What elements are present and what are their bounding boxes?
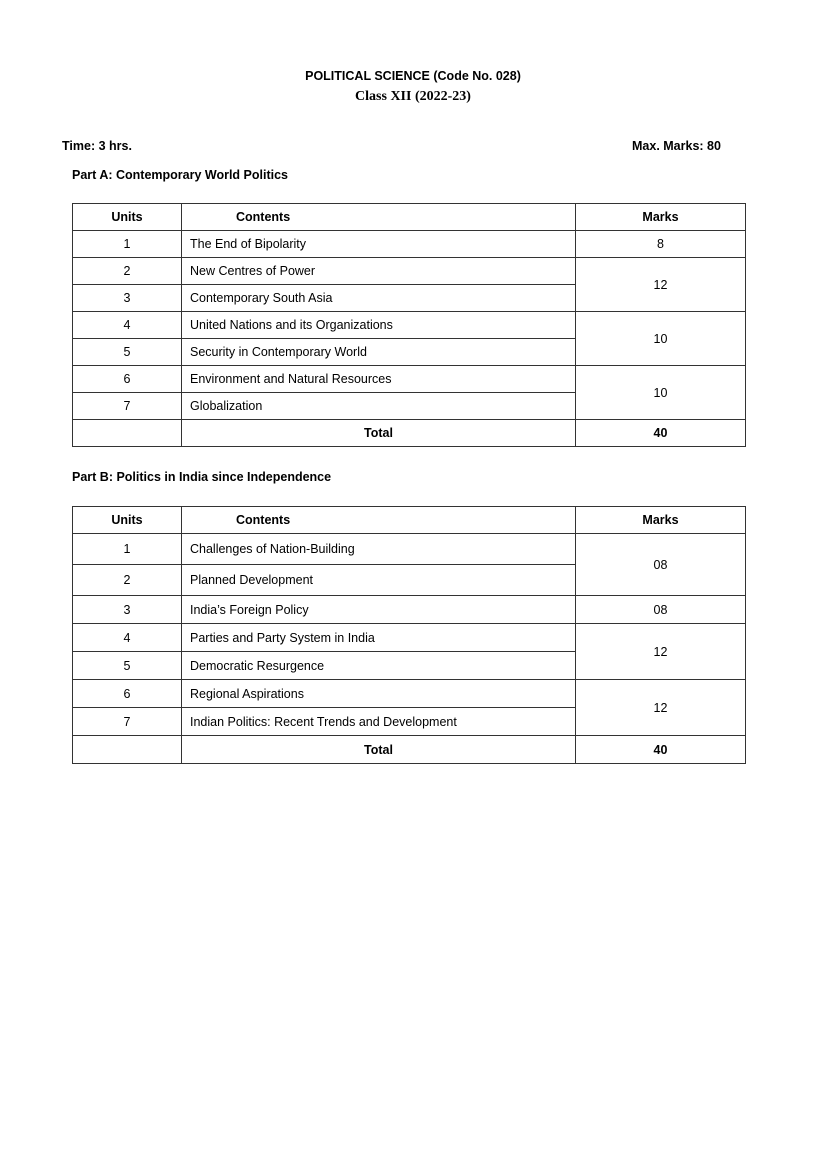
total-row (73, 420, 746, 447)
column-header-units: Units (73, 204, 182, 231)
empty-cell (73, 420, 182, 447)
part-b-heading: Part B: Politics in India since Independence (72, 470, 332, 484)
unit-marks: 08 (576, 596, 746, 624)
unit-content: Indian Politics: Recent Trends and Development (182, 708, 576, 736)
document-subtitle: Class XII (2022-23) (355, 89, 471, 104)
unit-marks: 08 (576, 534, 746, 596)
unit-content: Challenges of Nation-Building (182, 534, 576, 565)
unit-content: Regional Aspirations (182, 680, 576, 708)
table-row (73, 596, 746, 624)
unit-content: Parties and Party System in India (182, 624, 576, 652)
unit-number: 6 (73, 366, 182, 393)
max-marks: Max. Marks: 80 (632, 139, 721, 153)
unit-content: The End of Bipolarity (182, 231, 576, 258)
unit-number: 7 (73, 708, 182, 736)
unit-marks: 12 (576, 258, 746, 312)
unit-content: India’s Foreign Policy (182, 596, 576, 624)
unit-marks: 8 (576, 231, 746, 258)
column-header-contents: Contents (182, 204, 576, 231)
unit-marks: 10 (576, 312, 746, 366)
unit-marks: 10 (576, 366, 746, 420)
table-row (73, 366, 746, 393)
table-row (73, 624, 746, 652)
unit-number: 3 (73, 285, 182, 312)
table-header-row (73, 204, 746, 231)
unit-content: New Centres of Power (182, 258, 576, 285)
total-row (73, 736, 746, 764)
unit-marks: 12 (576, 680, 746, 736)
document-title: POLITICAL SCIENCE (Code No. 028) (305, 69, 521, 83)
total-label: Total (182, 736, 576, 764)
unit-number: 6 (73, 680, 182, 708)
total-marks: 40 (576, 736, 746, 764)
unit-number: 7 (73, 393, 182, 420)
unit-number: 2 (73, 258, 182, 285)
unit-number: 4 (73, 312, 182, 339)
part-a-table (72, 203, 746, 447)
column-header-contents: Contents (182, 507, 576, 534)
unit-number: 5 (73, 652, 182, 680)
total-label: Total (182, 420, 576, 447)
column-header-units: Units (73, 507, 182, 534)
column-header-marks: Marks (576, 204, 746, 231)
table-header-row (73, 507, 746, 534)
unit-content: Planned Development (182, 565, 576, 596)
unit-content: Contemporary South Asia (182, 285, 576, 312)
unit-content: Globalization (182, 393, 576, 420)
table-row (73, 231, 746, 258)
unit-number: 5 (73, 339, 182, 366)
table-row (73, 534, 746, 565)
unit-content: Environment and Natural Resources (182, 366, 576, 393)
part-a-heading: Part A: Contemporary World Politics (72, 168, 289, 182)
column-header-marks: Marks (576, 507, 746, 534)
exam-time: Time: 3 hrs. (62, 139, 132, 153)
unit-marks: 12 (576, 624, 746, 680)
table-row (73, 258, 746, 285)
unit-content: Democratic Resurgence (182, 652, 576, 680)
empty-cell (73, 736, 182, 764)
unit-content: United Nations and its Organizations (182, 312, 576, 339)
unit-content: Security in Contemporary World (182, 339, 576, 366)
unit-number: 3 (73, 596, 182, 624)
table-row (73, 312, 746, 339)
part-b-table (72, 506, 746, 764)
unit-number: 4 (73, 624, 182, 652)
unit-number: 1 (73, 534, 182, 565)
table-row (73, 680, 746, 708)
unit-number: 1 (73, 231, 182, 258)
unit-number: 2 (73, 565, 182, 596)
total-marks: 40 (576, 420, 746, 447)
